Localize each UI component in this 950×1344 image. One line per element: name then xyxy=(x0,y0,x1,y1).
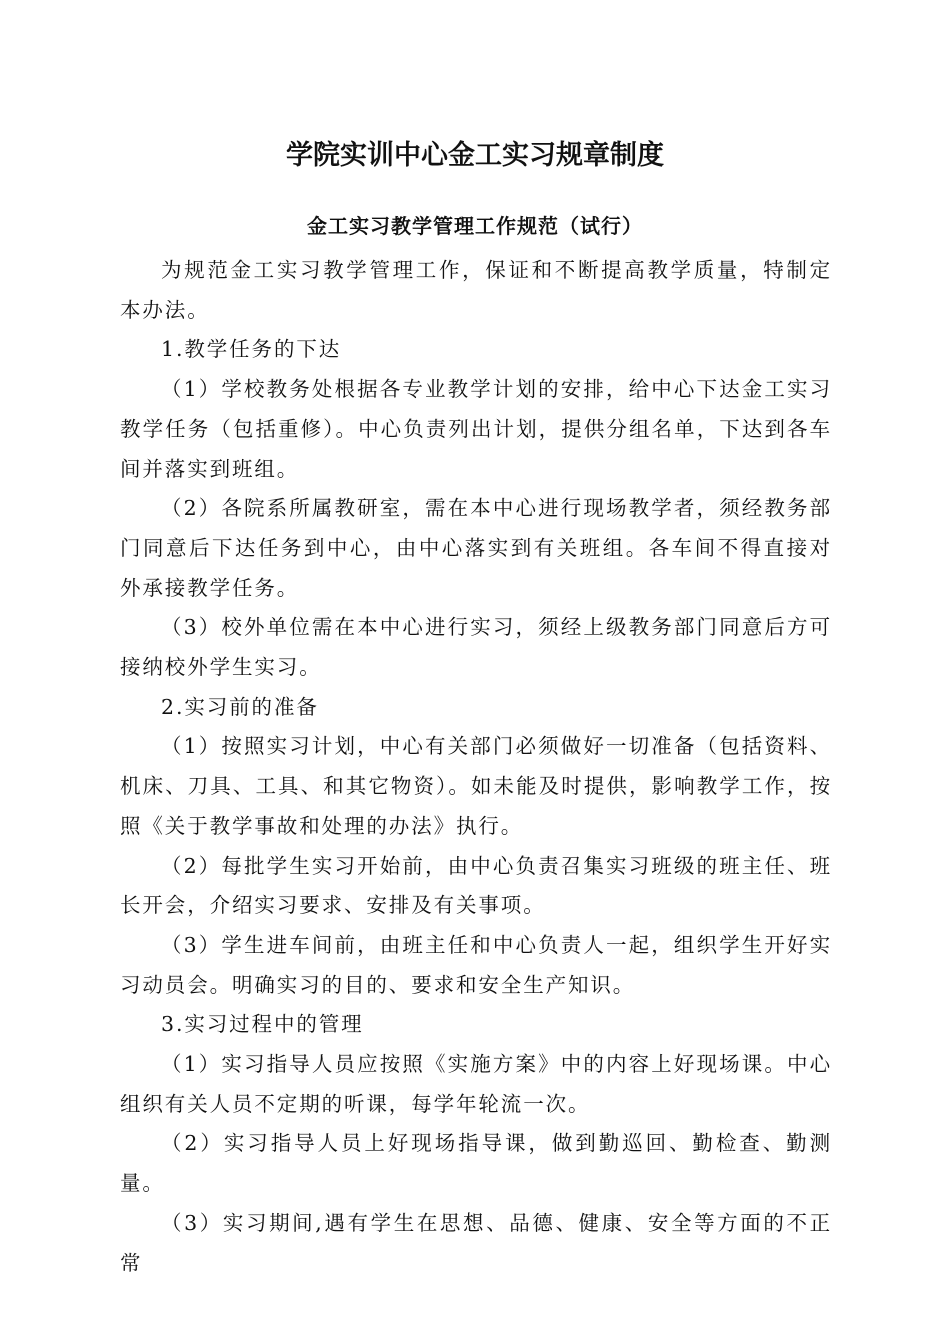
section-paragraph: （3）学生进车间前，由班主任和中心负责人一起，组织学生开好实习动员会。明确实习的目的、要求和安全生产知识。 xyxy=(120,932,832,997)
document-body xyxy=(120,251,832,1283)
section-paragraph: （2）各院系所属教研室，需在本中心进行现场教学者，须经教务部门同意后下达任务到中心，由中心落实到有关班组。各车间不得直接对外承接教学任务。 xyxy=(120,496,832,600)
section-heading: 3.实习过程中的管理 xyxy=(161,1012,364,1037)
intro-paragraph: 为规范金工实习教学管理工作，保证和不断提高教学质量，特制定本办法。 xyxy=(120,258,832,322)
section-paragraph: （3）实习期间,遇有学生在思想、品德、健康、安全等方面的不正常 xyxy=(120,1210,832,1275)
section-paragraph: （2）每批学生实习开始前，由中心负责召集实习班级的班主任、班长开会，介绍实习要求、安排及有关事项。 xyxy=(120,853,832,918)
document-title: 学院实训中心金工实习规章制度 xyxy=(286,140,664,171)
section-paragraph: （2）实习指导人员上好现场指导课，做到勤巡回、勤检查、勤测量。 xyxy=(120,1131,832,1196)
document-subtitle: 金工实习教学管理工作规范（试行） xyxy=(307,214,643,238)
section-paragraph: （1）按照实习计划，中心有关部门必须做好一切准备（包括资料、机床、刀具、工具、和其它物资）。如未能及时提供，影响教学工作，按照《关于教学事故和处理的办法》执行。 xyxy=(120,734,832,838)
section-paragraph: （3）校外单位需在本中心进行实习，须经上级教务部门同意后方可接纳校外学生实习。 xyxy=(120,615,832,680)
section-paragraph: （1）实习指导人员应按照《实施方案》中的内容上好现场课。中心组织有关人员不定期的听课，每学年轮流一次。 xyxy=(120,1052,832,1116)
section-heading: 1.教学任务的下达 xyxy=(161,337,342,362)
section-paragraph: （1）学校教务处根据各专业教学计划的安排，给中心下达金工实习教学任务（包括重修）。中心负责列出计划，提供分组名单，下达到各车间并落实到班组。 xyxy=(120,377,832,481)
section-heading: 2.实习前的准备 xyxy=(161,694,319,719)
